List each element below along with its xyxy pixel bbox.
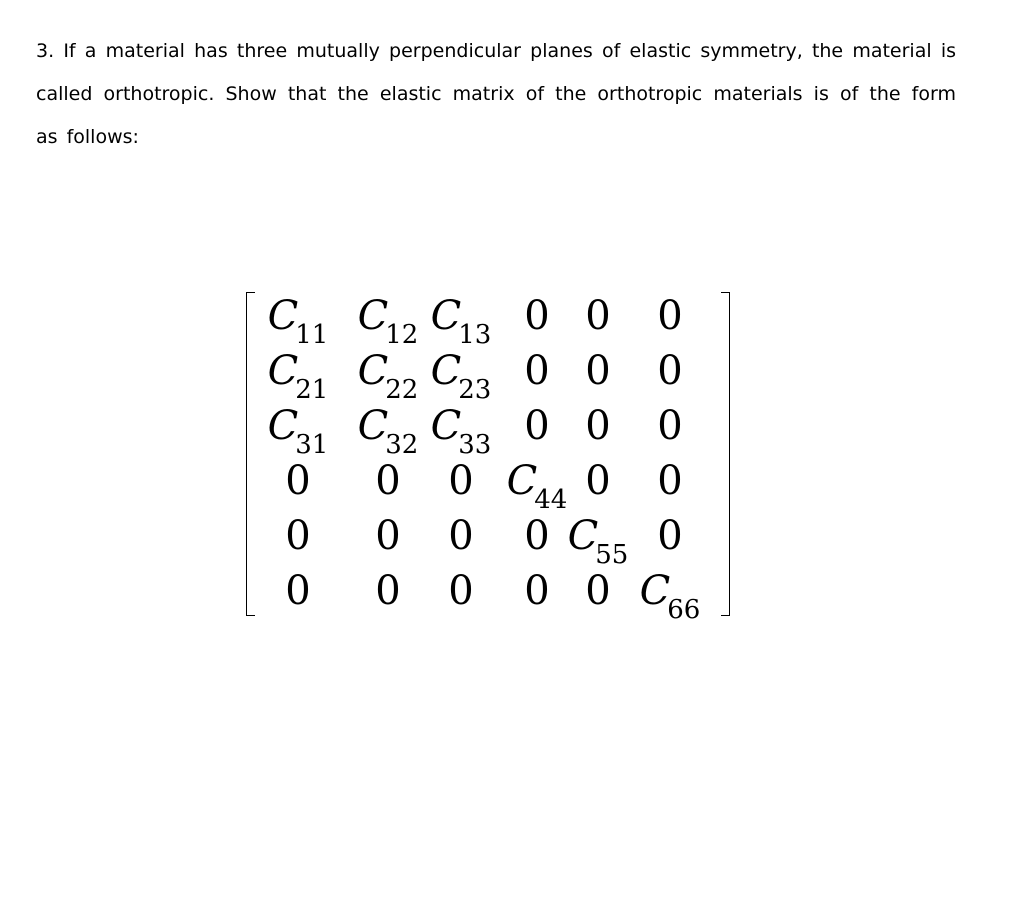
- matrix-cell-subscript: 21: [295, 375, 329, 405]
- matrix-cell: [430, 403, 492, 460]
- matrix-cell-base: 0: [657, 458, 683, 504]
- matrix-cell-base: 0: [448, 458, 474, 504]
- matrix-cell-base: 0: [585, 458, 611, 504]
- matrix-cell: [585, 458, 611, 504]
- matrix-cell: [585, 348, 611, 394]
- matrix-cell: [357, 403, 419, 460]
- matrix-cell-base: 0: [657, 403, 683, 449]
- matrix-cell: [285, 458, 311, 504]
- matrix-cell-subscript: 13: [458, 320, 492, 350]
- matrix-cell: [506, 458, 568, 515]
- matrix-cell: [585, 568, 611, 614]
- matrix-cell-subscript: 32: [385, 430, 419, 460]
- matrix-cell-subscript: 66: [667, 595, 701, 625]
- matrix-cell: [285, 513, 311, 559]
- matrix-cell-base: 0: [524, 568, 550, 614]
- matrix-cell: [430, 293, 492, 350]
- matrix-cell: [375, 458, 401, 504]
- matrix-cell-base: C: [267, 348, 299, 394]
- matrix-cell: [357, 348, 419, 405]
- matrix-cell-base: 0: [524, 513, 550, 559]
- matrix-cell: [448, 568, 474, 614]
- matrix-cell: [448, 513, 474, 559]
- matrix-cell: [657, 293, 683, 339]
- matrix-cell-subscript: 22: [385, 375, 419, 405]
- matrix-cell-base: C: [430, 348, 462, 394]
- matrix-cell-base: 0: [657, 348, 683, 394]
- matrix-cell-base: C: [639, 568, 671, 614]
- matrix-cell: [657, 348, 683, 394]
- matrix-cell: [375, 513, 401, 559]
- matrix-cell-subscript: 33: [458, 430, 492, 460]
- matrix-cell-base: C: [430, 403, 462, 449]
- matrix-cell-base: 0: [585, 348, 611, 394]
- matrix-cell-base: 0: [285, 458, 311, 504]
- matrix-cell: [524, 348, 550, 394]
- matrix-cell: [430, 348, 492, 405]
- matrix-cell-base: 0: [375, 513, 401, 559]
- matrix-cell: [657, 513, 683, 559]
- matrix-cell: [639, 568, 701, 625]
- matrix-cell-base: C: [567, 513, 599, 559]
- matrix-cell: [524, 513, 550, 559]
- matrix-cell-base: 0: [585, 568, 611, 614]
- matrix-cell: [285, 568, 311, 614]
- matrix-cell-base: 0: [375, 568, 401, 614]
- matrix-cell-base: 0: [585, 293, 611, 339]
- matrix-cell: [267, 348, 329, 405]
- matrix-cell-base: C: [506, 458, 538, 504]
- matrix-cell: [267, 403, 329, 460]
- matrix-cell: [267, 293, 329, 350]
- matrix-cell-base: 0: [657, 293, 683, 339]
- matrix-cell: [567, 513, 629, 570]
- matrix-cell-base: 0: [585, 403, 611, 449]
- matrix-cell: [524, 293, 550, 339]
- right-bracket: [721, 292, 730, 616]
- left-bracket: [246, 292, 255, 616]
- matrix-cell-subscript: 11: [295, 320, 329, 350]
- matrix-cell-base: C: [267, 403, 299, 449]
- matrix-cell-base: 0: [524, 348, 550, 394]
- matrix-cell-base: 0: [448, 568, 474, 614]
- matrix-cell: [657, 458, 683, 504]
- matrix-cell-base: 0: [285, 513, 311, 559]
- problem-statement: 3. If a material has three mutually perpendicular planes of elastic symmetry, the material is called orthotropic. Show that the elastic matrix of the orthotropic materials is of the form as follows:: [36, 40, 956, 148]
- matrix-cell-base: 0: [524, 293, 550, 339]
- matrix-cell: [585, 293, 611, 339]
- matrix-cell-subscript: 23: [458, 375, 492, 405]
- matrix-cell-base: C: [357, 348, 389, 394]
- matrix-cell-subscript: 12: [385, 320, 419, 350]
- matrix-cell-subscript: 31: [295, 430, 329, 460]
- matrix-cell-base: C: [267, 293, 299, 339]
- elastic-matrix: [240, 288, 740, 625]
- matrix-cell-subscript: 55: [595, 540, 629, 570]
- matrix-cell: [524, 403, 550, 449]
- matrix-cell-base: C: [357, 403, 389, 449]
- matrix-cell: [375, 568, 401, 614]
- matrix-cell: [524, 568, 550, 614]
- matrix-cell-subscript: 44: [534, 485, 568, 515]
- matrix-cell: [657, 403, 683, 449]
- matrix-cell-base: 0: [285, 568, 311, 614]
- matrix-cell-base: 0: [448, 513, 474, 559]
- matrix-cell-base: C: [430, 293, 462, 339]
- matrix-cell-base: 0: [375, 458, 401, 504]
- matrix-cell-base: 0: [657, 513, 683, 559]
- matrix-cell-base: C: [357, 293, 389, 339]
- matrix-cell: [448, 458, 474, 504]
- matrix-cell-base: 0: [524, 403, 550, 449]
- matrix-cell: [585, 403, 611, 449]
- matrix-cell: [357, 293, 419, 350]
